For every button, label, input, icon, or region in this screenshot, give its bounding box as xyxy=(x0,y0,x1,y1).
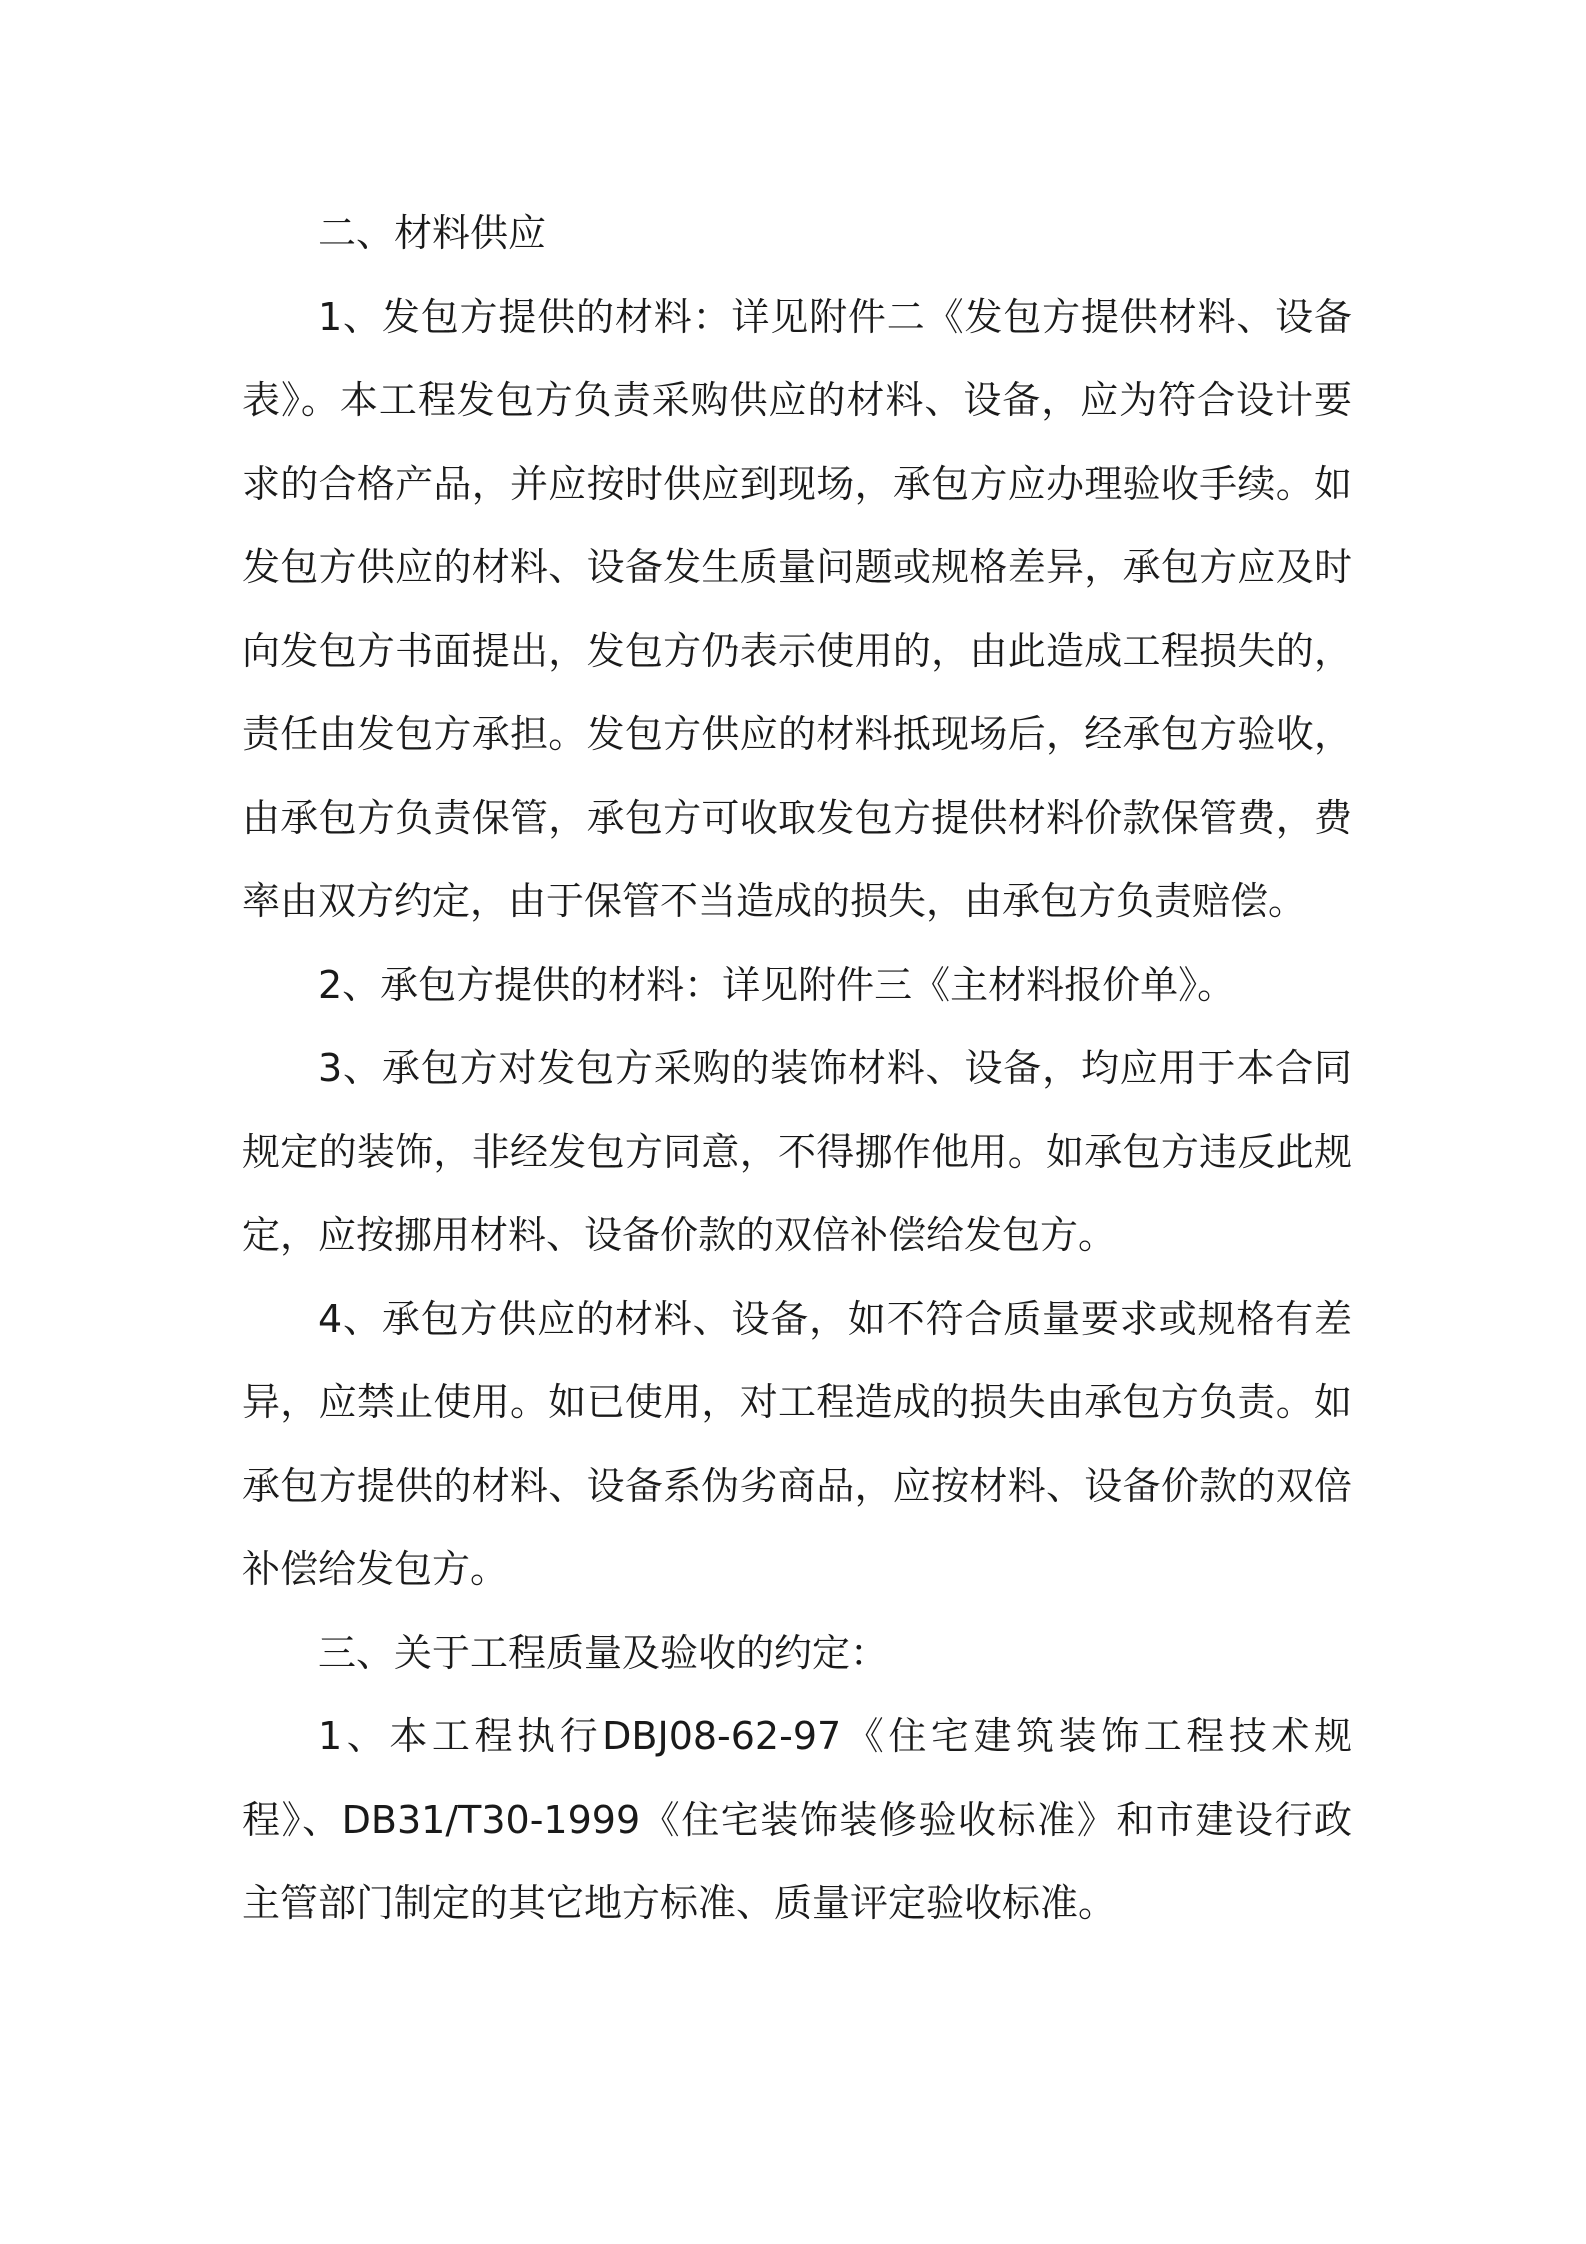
document-body xyxy=(242,192,1352,1946)
clause-paragraph: 1、发包方提供的材料：详见附件二《发包方提供材料、设备表》。本工程发包方负责采购供应的材料、设备，应为符合设计要求的合格产品，并应按时供应到现场，承包方应办理验收手续。如发包方供应的材料、设备发生质量问题或规格差异，承包方应及时向发包方书面提出，发包方仍表示使用的，由此造成工程损失的，责任由发包方承担。发包方供应的材料抵现场后，经承包方验收，由承包方负责保管，承包方可收取发包方提供材料价款保管费，费率由双方约定，由于保管不当造成的损失，由承包方负责赔偿。 xyxy=(242,294,1352,923)
section-heading-materials: 二、材料供应 xyxy=(318,211,547,255)
section-heading-quality: 三、关于工程质量及验收的约定： xyxy=(318,1630,889,1675)
clause-paragraph: 3、承包方对发包方采购的装饰材料、设备，均应用于本合同规定的装饰，非经发包方同意，不得挪作他用。如承包方违反此规定，应按挪用材料、设备价款的双倍补偿给发包方。 xyxy=(242,1046,1352,1257)
clause-paragraph: 2、承包方提供的材料：详见附件三《主材料报价单》。 xyxy=(318,962,1236,1007)
clause-paragraph: 1、本工程执行DBJ08-62-97《住宅建筑装饰工程技术规程》、DB31/T30-1999《住宅装饰装修验收标准》和市建设行政主管部门制定的其它地方标准、质量评定验收标准。 xyxy=(242,1714,1352,1925)
clause-paragraph: 4、承包方供应的材料、设备，如不符合质量要求或规格有差异，应禁止使用。如已使用，对工程造成的损失由承包方负责。如承包方提供的材料、设备系伪劣商品，应按材料、设备价款的双倍补偿给发包方。 xyxy=(242,1296,1352,1591)
